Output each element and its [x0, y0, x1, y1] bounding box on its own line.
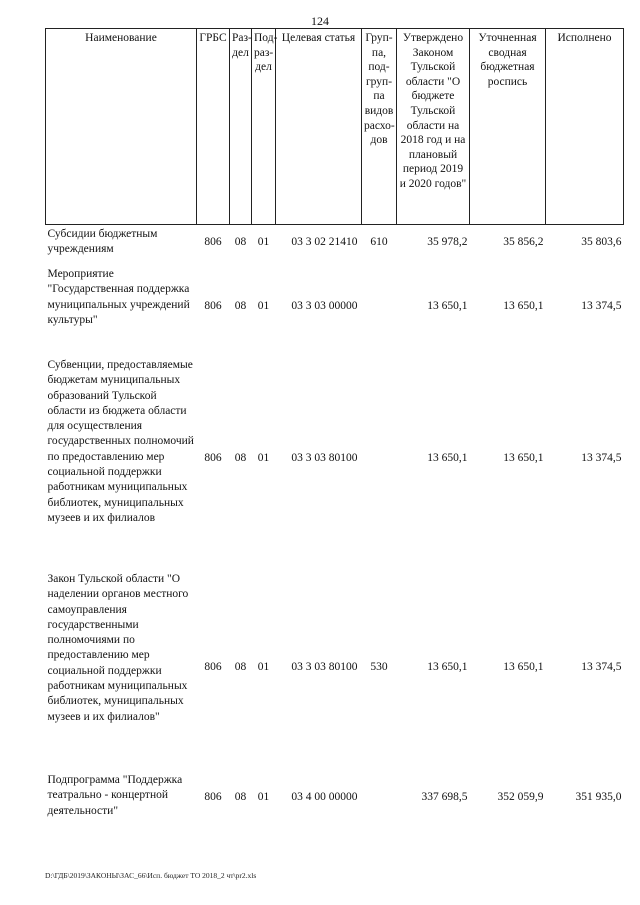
header-razdel: Раз-дел — [230, 29, 252, 225]
header-podrazdel: Под-раз-дел — [252, 29, 276, 225]
row-razdel: 08 — [234, 660, 247, 673]
header-row — [46, 29, 624, 225]
row-razdel: 08 — [234, 791, 247, 804]
header-refined: Уточненная сводная бюджетная роспись — [470, 29, 546, 225]
header-executed: Исполнено — [546, 29, 624, 225]
table-row — [46, 225, 624, 262]
row-target: 03 3 03 00000 — [291, 299, 358, 312]
row-razdel: 08 — [234, 236, 247, 249]
row-name: Мероприятие "Государственная поддержка муниципальных учреждений культуры" — [47, 268, 190, 326]
row-razdel: 08 — [234, 452, 247, 465]
row-target: 03 3 03 80100 — [291, 660, 358, 673]
row-podrazdel: 01 — [257, 452, 270, 465]
row-approved: 13 650,1 — [427, 452, 468, 465]
row-group — [362, 352, 397, 566]
header-name: Наименование — [46, 29, 197, 225]
table-row — [46, 769, 624, 827]
row-executed: 351 935,0 — [575, 791, 622, 804]
row-grbs: 806 — [204, 299, 222, 312]
row-group — [362, 261, 397, 352]
row-approved: 35 978,2 — [427, 236, 468, 249]
row-name: Субвенции, предоставляемые бюджетам муниципальных образований Тульской области из бюджета области для осуществления государственных полномочий по предоставлению мер социальной поддержки работникам муниципальных библиотек, муниципальных музеев и их филиалов — [47, 359, 194, 524]
row-podrazdel: 01 — [257, 791, 270, 804]
row-podrazdel: 01 — [257, 236, 270, 249]
row-target: 03 3 02 21410 — [291, 236, 358, 249]
row-grbs: 806 — [204, 660, 222, 673]
row-target: 03 3 03 80100 — [291, 452, 358, 465]
header-approved: Утверждено Законом Тульской области "О бюджете Тульской области на 2018 год и на плановый период 2019 и 2020 годов" — [397, 29, 470, 225]
row-grbs: 806 — [204, 452, 222, 465]
table-row — [46, 352, 624, 566]
row-refined: 352 059,9 — [497, 791, 544, 804]
row-group: 610 — [370, 236, 388, 249]
row-name: Подпрограмма "Поддержка театрально - концертной деятельности" — [47, 774, 183, 817]
footer-file-path: D:\ГДБ\2019\ЗАКОНЫ\ЗАС_66\Исп. бюджет ТО 2018_2 чт\pr2.xls — [45, 871, 257, 880]
row-refined: 13 650,1 — [503, 660, 544, 673]
row-target: 03 4 00 00000 — [291, 791, 358, 804]
row-executed: 35 803,6 — [581, 236, 622, 249]
row-executed: 13 374,5 — [581, 299, 622, 312]
row-name: Закон Тульской области "О наделении органов местного самоуправления государственными полномочиями по предоставлению мер социальной поддержки работникам муниципальных библиотек, муниципальных музеев и их филиалов" — [47, 573, 189, 723]
row-approved: 337 698,5 — [421, 791, 468, 804]
row-podrazdel: 01 — [257, 299, 270, 312]
table-row — [46, 566, 624, 769]
row-name: Субсидии бюджетным учреждениям — [47, 228, 158, 256]
row-grbs: 806 — [204, 791, 222, 804]
row-executed: 13 374,5 — [581, 452, 622, 465]
header-grbs: ГРБС — [197, 29, 230, 225]
table-row — [46, 261, 624, 352]
row-approved: 13 650,1 — [427, 660, 468, 673]
row-refined: 35 856,2 — [503, 236, 544, 249]
page-number: 124 — [311, 14, 329, 28]
row-refined: 13 650,1 — [503, 452, 544, 465]
row-group — [362, 769, 397, 827]
row-razdel: 08 — [234, 299, 247, 312]
row-podrazdel: 01 — [257, 660, 270, 673]
row-executed: 13 374,5 — [581, 660, 622, 673]
budget-table — [45, 28, 624, 827]
row-refined: 13 650,1 — [503, 299, 544, 312]
row-grbs: 806 — [204, 236, 222, 249]
header-group: Груп-па, под-груп-па видов расхо-дов — [362, 29, 397, 225]
row-approved: 13 650,1 — [427, 299, 468, 312]
row-group: 530 — [370, 660, 388, 673]
header-target: Целевая статья — [276, 29, 362, 225]
